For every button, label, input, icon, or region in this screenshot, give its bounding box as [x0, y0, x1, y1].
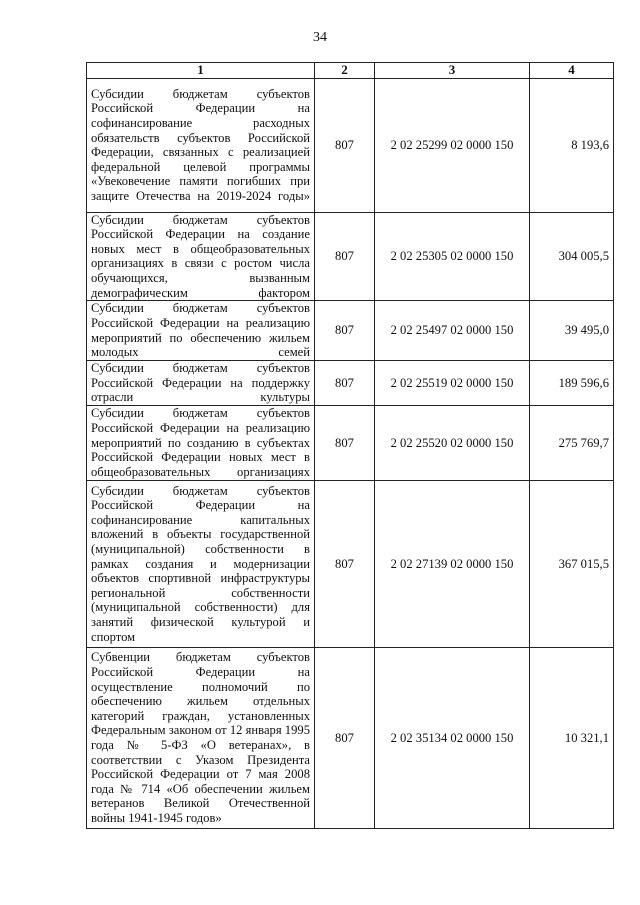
row-admin-cell: 807: [315, 301, 375, 361]
budget-revenue-table: [86, 62, 614, 829]
row-admin-cell: 807: [315, 405, 375, 480]
page-number: 34: [313, 30, 327, 45]
table-row: [87, 212, 614, 301]
row-name-cell: Субсидии бюджетам субъектов Российской Федерации на поддержку отрасли культуры: [87, 361, 315, 406]
row-code-cell: 2 02 25497 02 0000 150: [375, 301, 530, 361]
row-code-cell: 2 02 25520 02 0000 150: [375, 405, 530, 480]
row-admin-cell: 807: [315, 647, 375, 828]
table-row: [87, 361, 614, 406]
row-amount-cell: 189 596,6: [530, 361, 614, 406]
row-name-cell: Субсидии бюджетам субъектов Российской Федерации на софинансирование капитальных вложений в объекты государственной (муниципальной) собственности в рамках создания и модернизации объектов спортивной инфраструктуры региональной собственности (муниципальной собственности) для занятий физической культурой и спортом: [87, 480, 315, 647]
column-header-amount: 4: [530, 63, 614, 79]
row-amount-cell: 8 193,6: [530, 78, 614, 212]
row-amount-cell: 367 015,5: [530, 480, 614, 647]
column-header-code: 3: [375, 63, 530, 79]
row-amount-cell: 10 321,1: [530, 647, 614, 828]
row-code-cell: 2 02 25519 02 0000 150: [375, 361, 530, 406]
row-code-cell: 2 02 25299 02 0000 150: [375, 78, 530, 212]
row-admin-cell: 807: [315, 78, 375, 212]
column-header-name: 1: [87, 63, 315, 79]
row-admin-cell: 807: [315, 480, 375, 647]
row-code-cell: 2 02 27139 02 0000 150: [375, 480, 530, 647]
table-row: [87, 301, 614, 361]
row-amount-cell: 39 495,0: [530, 301, 614, 361]
row-admin-cell: 807: [315, 212, 375, 301]
table-row: [87, 480, 614, 647]
row-name-cell: Субсидии бюджетам субъектов Российской Федерации на реализацию мероприятий по обеспечению жильем молодых семей: [87, 301, 315, 361]
table-row: [87, 647, 614, 828]
row-amount-cell: 275 769,7: [530, 405, 614, 480]
row-name-cell: Субсидии бюджетам субъектов Российской Федерации на создание новых мест в общеобразовательных организациях в связи с ростом числа обучающихся, вызванным демографическим фактором: [87, 212, 315, 301]
row-code-cell: 2 02 35134 02 0000 150: [375, 647, 530, 828]
table-row: [87, 405, 614, 480]
row-code-cell: 2 02 25305 02 0000 150: [375, 212, 530, 301]
table-header-row: [87, 63, 614, 79]
column-header-admin: 2: [315, 63, 375, 79]
row-name-cell: Субсидии бюджетам субъектов Российской Федерации на реализацию мероприятий по созданию в субъектах Российской Федерации новых мест в общеобразовательных организациях: [87, 405, 315, 480]
row-amount-cell: 304 005,5: [530, 212, 614, 301]
table-row: [87, 78, 614, 212]
row-name-cell: Субвенции бюджетам субъектов Российской Федерации на осуществление полномочий по обеспечению жильем отдельных категорий граждан, установленных Федеральным законом от 12 января 1995 года № 5-ФЗ «О ветеранах», в соответствии с Указом Президента Российской Федерации от 7 мая 2008 года № 714 «Об обеспечении жильем ветеранов Великой Отечественной войны 1941-1945 годов»: [87, 647, 315, 828]
row-name-cell: Субсидии бюджетам субъектов Российской Федерации на софинансирование расходных обязательств субъектов Российской Федерации, связанных с реализацией федеральной целевой программы «Увековечение памяти погибших при защите Отечества на 2019-2024 годы»: [87, 78, 315, 212]
row-admin-cell: 807: [315, 361, 375, 406]
